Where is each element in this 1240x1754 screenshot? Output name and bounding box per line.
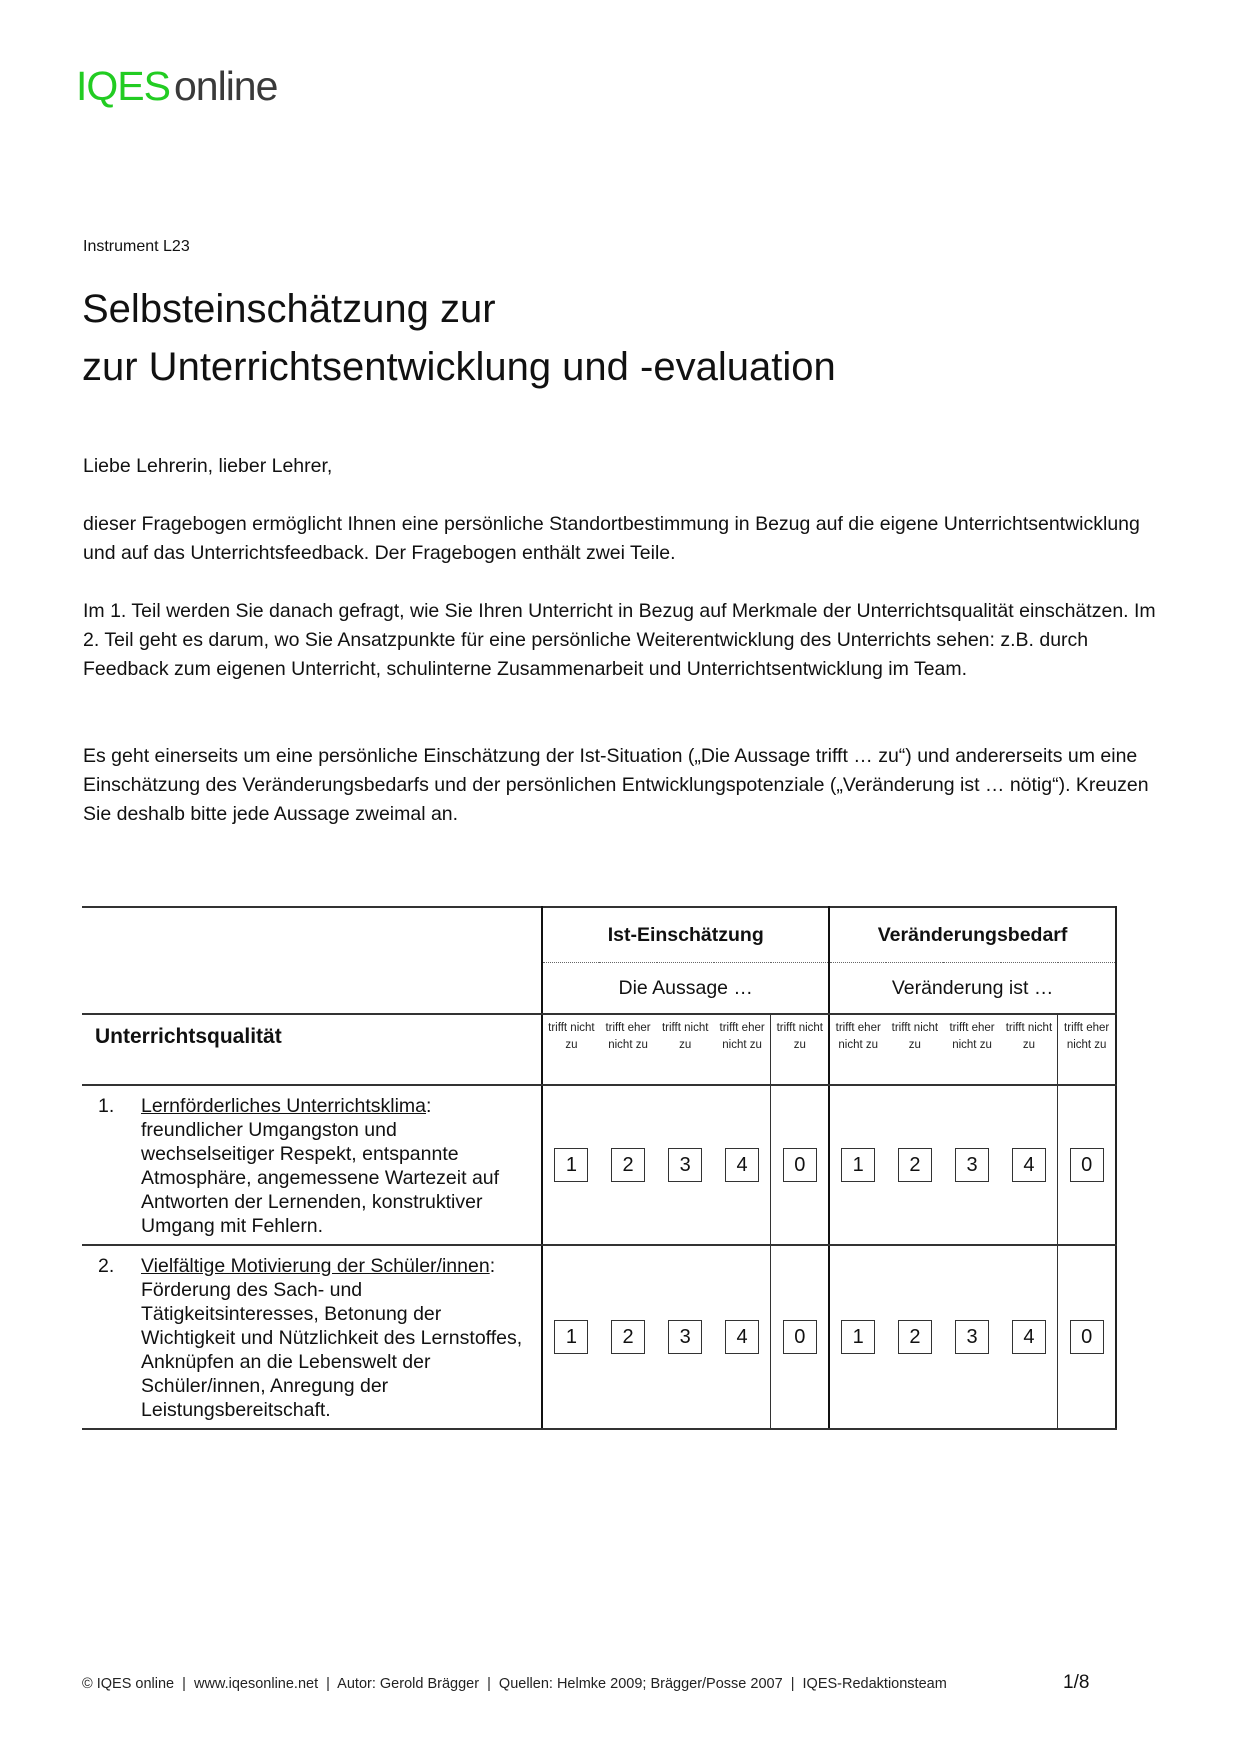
intro-paragraph-3 [83,742,1163,829]
logo-iqes: IQES [76,63,170,109]
questionnaire-table [82,906,1117,1430]
item-1-cell [82,1085,542,1245]
scale-label: trifft nicht zu [771,1014,829,1085]
intro-paragraph-1 [83,510,1163,568]
document-title [82,280,836,396]
veraenderungsbedarf-header: Veränderungsbedarf [829,907,1116,963]
logo-online: online [173,63,278,109]
item-heading: Vielfältige Motivierung der Schüler/innen [141,1255,490,1277]
rating-box-ist-3[interactable]: 3 [668,1320,702,1354]
title-line-2: zur Unterrichtsentwicklung und -evaluation [82,345,836,389]
title-line-1: Selbsteinschätzung zur [82,287,496,331]
item-text: freundlicher Umgangston und wechselseitiger Respekt, entspannte Atmosphäre, angemessene Wartezeit auf Antworten der Lernenden, konstruktiver Umgang mit Fehlern. [141,1119,500,1237]
rating-box-ist-4[interactable]: 4 [725,1320,759,1354]
intro-paragraph-2 [83,597,1163,684]
rating-box-ist-1[interactable]: 1 [554,1148,588,1182]
page-number: 1/8 [1063,1672,1090,1693]
item-description: Vielfältige Motivierung der Schüler/innen: Förderung des Sach- und Tätigkeitsinteresses, Betonung der Wichtigkeit und Nützlichkeit des Lernstoffes, Anknüpfen an die Lebenswelt der Schüler/innen, Anregung der Leistungsbereitschaft. [141,1255,523,1421]
rating-box-ist-2[interactable]: 2 [611,1148,645,1182]
rating-box-ist-0[interactable]: 0 [783,1320,817,1354]
item-2-cell [82,1245,542,1429]
rating-box-veraenderung-2[interactable]: 2 [898,1148,932,1182]
scale-label: trifft nicht zu [1001,1014,1058,1085]
scale-label: trifft eher nicht zu [1058,1014,1116,1085]
scale-label: trifft eher nicht zu [599,1014,656,1085]
scale-label: trifft eher nicht zu [829,1014,886,1085]
scale-label: trifft nicht zu [542,1014,599,1085]
item-number: 1. [98,1095,115,1117]
rating-box-veraenderung-1[interactable]: 1 [841,1320,875,1354]
rating-box-veraenderung-4[interactable]: 4 [1012,1320,1046,1354]
intro-paragraph-2-text: Im 1. Teil werden Sie danach gefragt, wie Sie Ihren Unterricht in Bezug auf Merkmale der Unterrichtsqualität einschätzen. Im 2. Teil geht es darum, wo Sie Ansatzpunkte für eine persönliche Weiterentwicklung des Unterrichts sehen: z.B. durch Feedback zum eigenen Unterricht, schulinterne Zusammenarbeit und Unterrichtsentwicklung im Team. [83,600,1156,680]
header-empty-cell [82,907,542,1014]
scale-label: trifft nicht zu [657,1014,714,1085]
rating-box-veraenderung-1[interactable]: 1 [841,1148,875,1182]
rating-box-ist-0[interactable]: 0 [783,1148,817,1182]
item-heading: Lernförderliches Unterrichtsklima [141,1095,427,1117]
item-number: 2. [98,1255,115,1277]
iqes-online-logo [76,63,278,109]
scale-label: trifft eher nicht zu [943,1014,1000,1085]
scale-label: trifft eher nicht zu [714,1014,771,1085]
rating-box-veraenderung-0[interactable]: 0 [1070,1320,1104,1354]
rating-box-veraenderung-2[interactable]: 2 [898,1320,932,1354]
rating-box-ist-4[interactable]: 4 [725,1148,759,1182]
footer-text: © IQES online | www.iqesonline.net | Autor: Gerold Brägger | Quellen: Helmke 2009; Brägger/Posse 2007 | IQES-Redaktionsteam [82,1676,947,1692]
rating-box-ist-1[interactable]: 1 [554,1320,588,1354]
intro-paragraph-1-text: dieser Fragebogen ermöglicht Ihnen eine persönliche Standortbestimmung in Bezug auf die eigene Unterrichtsentwicklung und auf das Unterrichtsfeedback. Der Fragebogen enthält zwei Teile. [83,513,1140,564]
rating-box-veraenderung-3[interactable]: 3 [955,1148,989,1182]
instrument-label: Instrument L23 [83,238,190,255]
rating-box-veraenderung-3[interactable]: 3 [955,1320,989,1354]
veraenderung-subheader: Veränderung ist … [829,963,1116,1015]
scale-label: trifft nicht zu [886,1014,943,1085]
intro-paragraph-3-text: Es geht einerseits um eine persönliche Einschätzung der Ist-Situation („Die Aussage trifft … zu“) und andererseits um eine Einschätzung des Veränderungsbedarfs und der persönlichen Entwicklungspotenziale („Veränderung ist … nötig“). Kreuzen Sie deshalb bitte jede Aussage zweimal an. [83,745,1149,825]
item-text: Förderung des Sach- und Tätigkeitsinteresses, Betonung der Wichtigkeit und Nützlichkeit des Lernstoffes, Anknüpfen an die Lebenswelt der Schüler/innen, Anregung der Leistungsbereitschaft. [141,1279,523,1421]
table-row [82,1245,1116,1429]
rating-box-veraenderung-4[interactable]: 4 [1012,1148,1046,1182]
rating-box-ist-3[interactable]: 3 [668,1148,702,1182]
greeting: Liebe Lehrerin, lieber Lehrer, [83,455,333,477]
rating-box-ist-2[interactable]: 2 [611,1320,645,1354]
section-label: Unterrichtsqualität [82,1014,542,1085]
ist-subheader: Die Aussage … [542,963,829,1015]
table-row [82,1085,1116,1245]
rating-box-veraenderung-0[interactable]: 0 [1070,1148,1104,1182]
item-description: Lernförderliches Unterrichtsklima: freundlicher Umgangston und wechselseitiger Respekt, entspannte Atmosphäre, angemessene Wartezeit auf Antworten der Lernenden, konstruktiver Umgang mit Fehlern. [141,1095,500,1237]
ist-einschaetzung-header: Ist-Einschätzung [542,907,829,963]
